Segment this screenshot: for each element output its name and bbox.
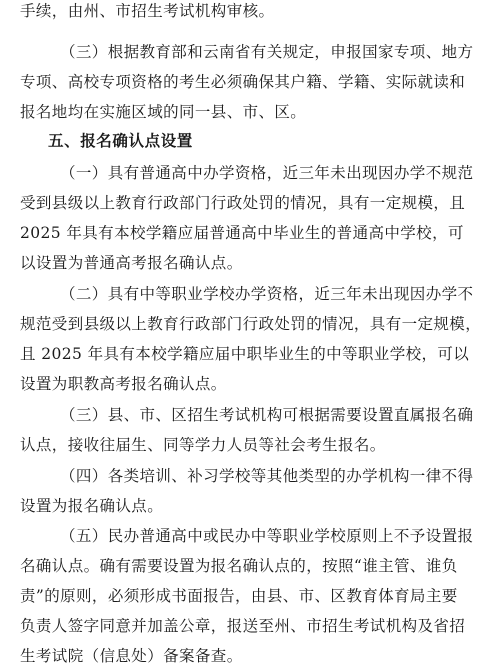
paragraph-line: 2025 年具有本校学籍应届普通高中毕业生的普通高中学校，可 [20,224,464,242]
paragraph-line: 认点，接收往届生、同等学力人员等社会考生报名。 [20,436,386,454]
paragraph-line: （四）各类培训、补习学校等其他类型的办学机构一律不得 [60,467,474,485]
paragraph-line: 报名地均在实施区域的同一县、市、区。 [20,103,307,121]
paragraph-line: （二）具有中等职业学校办学资格，近三年未出现因办学不 [60,285,474,303]
paragraph-line: （五）民办普通高中或民办中等职业学校原则上不予设置报 [60,527,474,545]
paragraph-line: （三）县、市、区招生考试机构可根据需要设置直属报名确 [60,406,474,424]
paragraph-line: 负责人签字同意并加盖公章，报送至州、市招生考试机构及省招 [20,617,466,635]
paragraph-line: 专项、高校专项资格的考生必须确保其户籍、学籍、实际就读和 [20,73,466,91]
paragraph-line: （三）根据教育部和云南省有关规定，申报国家专项、地方 [60,43,474,61]
paragraph-line: 且 2025 年具有本校学籍应届中职毕业生的中等职业学校，可以 [20,345,470,363]
paragraph-line: 责”的原则，必须形成书面报告，由县、市、区教育体育局主要 [20,587,458,605]
paragraph-line: 受到县级以上教育行政部门行政处罚的情况，具有一定规模，且 [20,194,466,212]
paragraph-line: 手续，由州、市招生考试机构审核。 [20,2,275,20]
section-heading: 五、报名确认点设置 [48,132,193,150]
paragraph-line: （一）具有普通高中办学资格，近三年未出现因办学不规范 [60,164,474,182]
paragraph-line: 名确认点。确有需要设置为报名确认点的，按照“谁主管、谁负 [20,557,458,575]
paragraph-line: 设置为职教高考报名确认点。 [20,375,227,393]
paragraph-line: 规范受到县级以上教育行政部门行政处罚的情况，具有一定规模， [20,315,482,333]
paragraph-line: 生考试院（信息处）备案备查。 [20,647,243,665]
paragraph-line: 设置为报名确认点。 [20,497,164,515]
paragraph-line: 以设置为普通高考报名确认点。 [20,254,243,272]
